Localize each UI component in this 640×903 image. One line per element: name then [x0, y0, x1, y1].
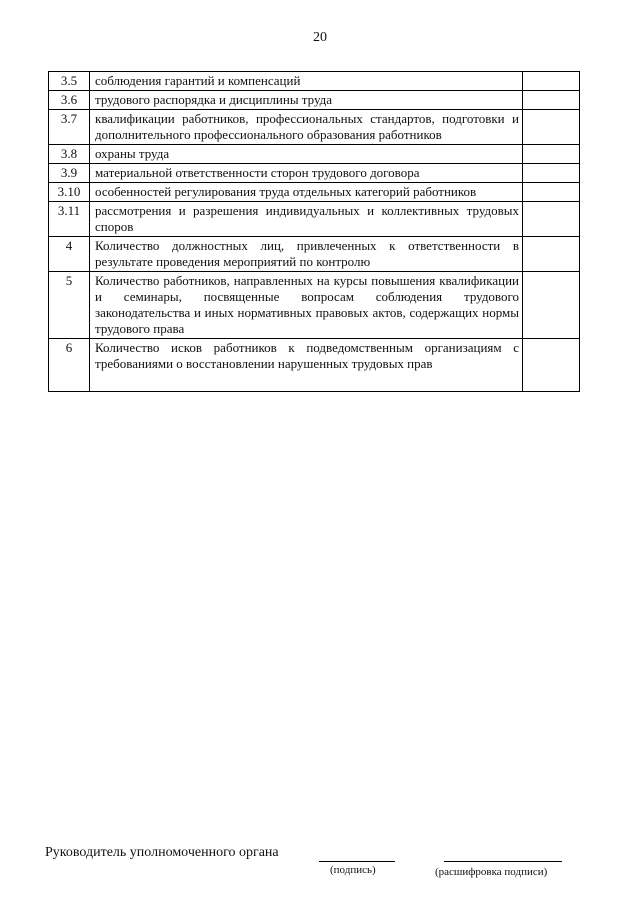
row-value — [523, 145, 580, 164]
row-number: 6 — [49, 339, 90, 392]
name-decoding-line — [444, 861, 562, 862]
row-description: Количество должностных лиц, привлеченных к ответственности в результате проведения мероприятий по контролю — [90, 237, 523, 272]
table-row — [49, 202, 580, 237]
report-table — [48, 71, 580, 392]
row-value — [523, 202, 580, 237]
row-description: Количество работников, направленных на курсы повышения квалификации и семинары, посвященные вопросам соблюдения трудового законодательства и иных нормативных правовых актов, содержащих нормы трудового права — [90, 272, 523, 339]
signature-block — [45, 845, 605, 885]
signatory-title: Руководитель уполномоченного органа — [45, 845, 279, 860]
table-row — [49, 237, 580, 272]
row-value — [523, 110, 580, 145]
row-description: охраны труда — [90, 145, 523, 164]
row-value — [523, 183, 580, 202]
row-value — [523, 272, 580, 339]
row-number: 5 — [49, 272, 90, 339]
row-number: 3.7 — [49, 110, 90, 145]
table-row — [49, 272, 580, 339]
row-description: соблюдения гарантий и компенсаций — [90, 72, 523, 91]
row-description: рассмотрения и разрешения индивидуальных и коллективных трудовых споров — [90, 202, 523, 237]
row-value — [523, 164, 580, 183]
table-row — [49, 339, 580, 392]
signature-line — [319, 861, 395, 862]
row-number: 3.5 — [49, 72, 90, 91]
row-description: материальной ответственности сторон трудового договора — [90, 164, 523, 183]
row-number: 3.9 — [49, 164, 90, 183]
table-row — [49, 91, 580, 110]
table-row — [49, 72, 580, 91]
row-value — [523, 339, 580, 392]
row-number: 3.6 — [49, 91, 90, 110]
row-number: 3.8 — [49, 145, 90, 164]
row-value — [523, 72, 580, 91]
row-description: особенностей регулирования труда отдельных категорий работников — [90, 183, 523, 202]
row-description: трудового распорядка и дисциплины труда — [90, 91, 523, 110]
table-row — [49, 164, 580, 183]
page-number: 20 — [313, 30, 327, 45]
row-value — [523, 237, 580, 272]
signature-caption: (подпись) — [330, 864, 376, 876]
row-number: 4 — [49, 237, 90, 272]
table-row — [49, 183, 580, 202]
table-row — [49, 110, 580, 145]
decoding-caption: (расшифровка подписи) — [435, 866, 548, 878]
table-row — [49, 145, 580, 164]
row-number: 3.10 — [49, 183, 90, 202]
row-number: 3.11 — [49, 202, 90, 237]
row-description: Количество исков работников к подведомственным организациям с требованиями о восстановлении нарушенных трудовых прав — [90, 339, 523, 392]
row-value — [523, 91, 580, 110]
row-description: квалификации работников, профессиональных стандартов, подготовки и дополнительного профессионального образования работников — [90, 110, 523, 145]
